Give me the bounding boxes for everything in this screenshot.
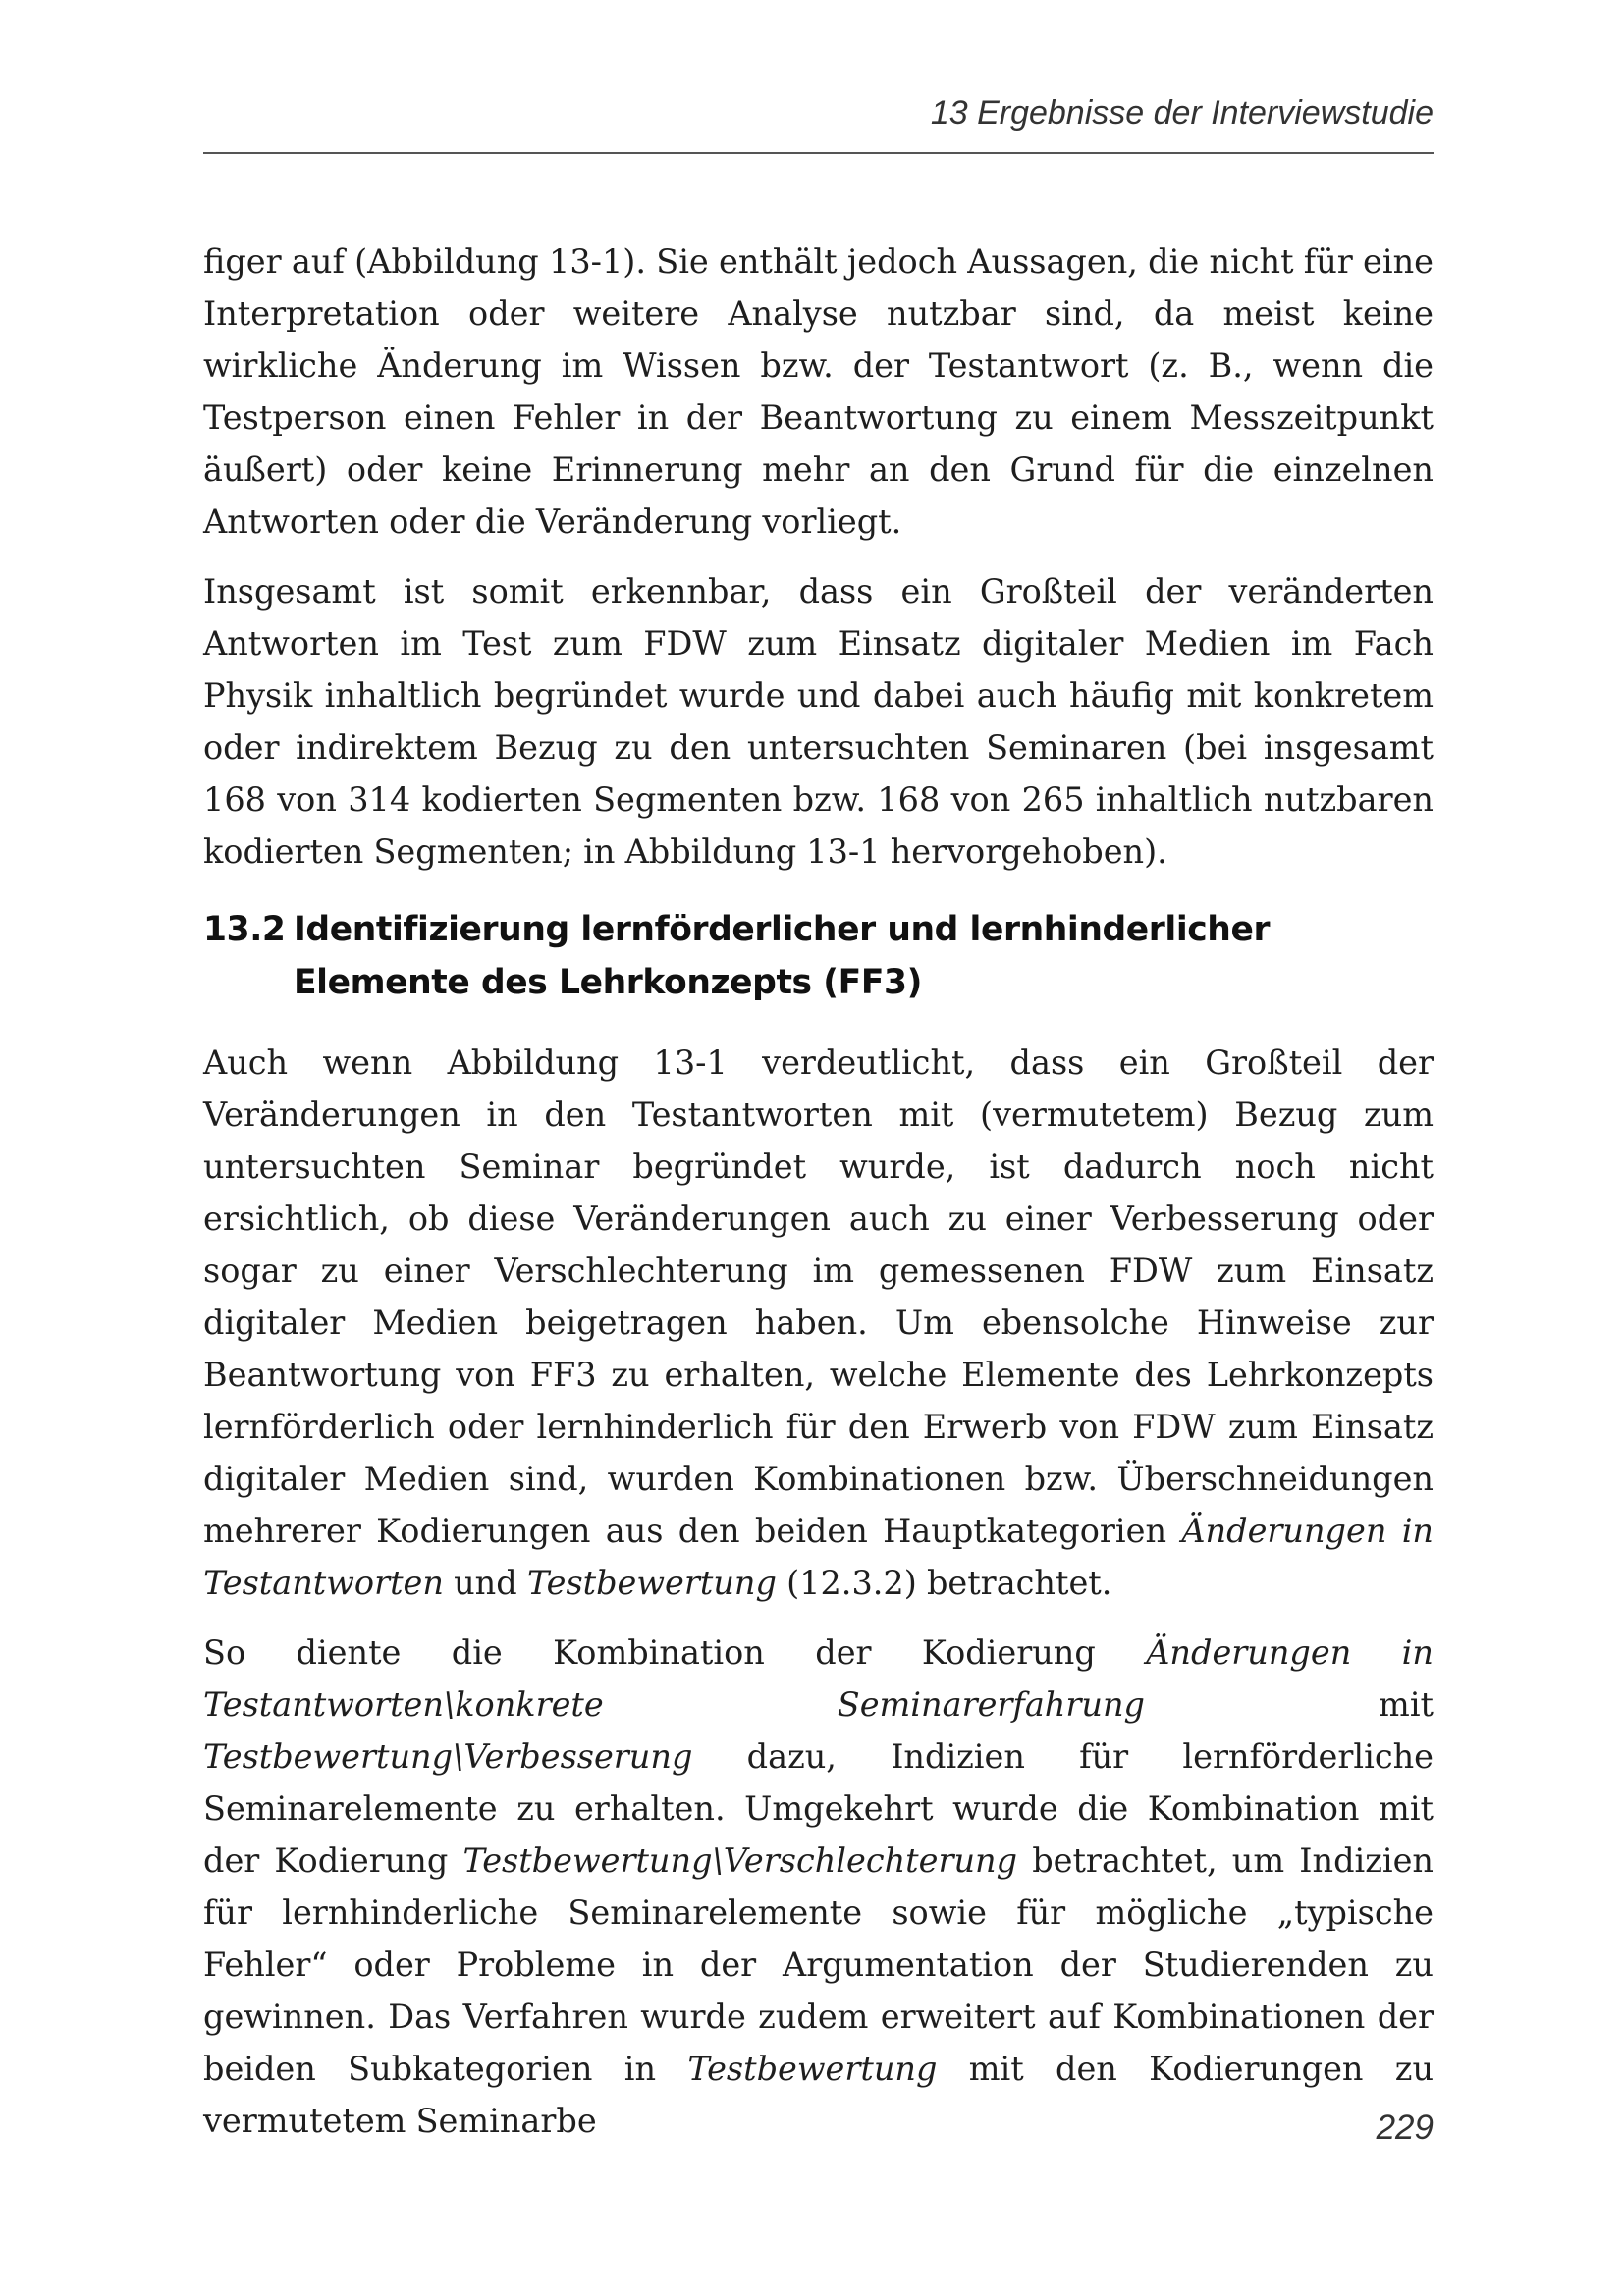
paragraph-4-text: mit bbox=[1379, 1685, 1434, 1724]
paragraph-2: Insgesamt ist somit erkennbar, dass ein Großteil der veränderten Antworten im Test zum FDW zum Einsatz digitaler Medien im Fach Physik inhaltlich begründet wurde und dabei auch häufig mit konkretem oder indirektem Bezug zu den untersuchten Seminaren (bei insgesamt 168 von 314 kodierten Segmenten bzw. 168 von 265 inhaltlich nutzbaren kodierten Segmenten; in Abbildung 13-1 hervorgehoben). bbox=[203, 572, 1434, 871]
paragraph-4 bbox=[203, 1627, 1434, 2147]
category-name: Testbewertung bbox=[526, 1564, 777, 1602]
paragraph-3 bbox=[203, 1037, 1434, 1609]
section-heading bbox=[203, 903, 1434, 1009]
paragraph-1: figer auf (Abbildung 13-1). Sie enthält jedoch Aussagen, die nicht für eine Interpretation oder weitere Analyse nutzbar sind, da meist keine wirkliche Änderung im Wissen bzw. der Testantwort (z. B., wenn die Testperson einen Fehler in der Beantwortung zu einem Messzeitpunkt äußert) oder keine Erinnerung mehr an den Grund für die einzelnen Antworten oder die Veränderung vorliegt. bbox=[203, 242, 1434, 541]
section-title: Identifizierung lernförderlicher und lernhinderlicher Elemente des Lehrkonzepts (FF3) bbox=[294, 910, 1271, 1002]
code-name: Änderungen in Testantworten\konkrete Seminarerfahrung bbox=[203, 1633, 1434, 1724]
section-number: 13.2 bbox=[203, 910, 286, 949]
paragraph-3-text: Auch wenn Abbildung 13-1 verdeutlicht, dass ein Großteil der Veränderungen in den Testantworten mit (vermutetem) Bezug zum untersuchten Seminar begründet wurde, ist dadurch noch nicht ersichtlich, ob diese Veränderungen auch zu einer Verbesserung oder sogar zu einer Verschlechterung im gemessenen FDW zum Einsatz digitaler Medien beigetragen haben. Um ebensolche Hinweise zur Beantwortung von FF3 zu erhalten, welche Elemente des Lehrkonzepts lernförderlich oder lernhinderlich für den Erwerb von FDW zum Einsatz digitaler Medien sind, wurden Kombinationen bzw. Überschneidungen mehrerer Kodierungen aus den beiden Hauptkategorien bbox=[203, 1043, 1434, 1550]
paragraph-4-text: dazu, Indizien für lernförderliche Seminarelemente zu erhalten. Umgekehrt wurde die Kombination mit der Kodierung bbox=[203, 1737, 1434, 1880]
header-rule bbox=[203, 152, 1434, 154]
running-header: 13 Ergebnisse der Interviewstudie bbox=[930, 94, 1434, 132]
body-text bbox=[203, 236, 1434, 2164]
paragraph-3-text: (12.3.2) betrachtet. bbox=[786, 1564, 1112, 1602]
category-name: Testbewertung bbox=[687, 2050, 938, 2088]
code-name: Testbewertung\Verschlechterung bbox=[462, 1842, 1018, 1880]
category-name: Änderungen in Testantworten bbox=[203, 1512, 1434, 1602]
paragraph-4-text: betrachtet, um Indizien für lernhinderliche Seminarelemente sowie für mögliche „typische Fehler“ oder Probleme in der Argumentation der Studierenden zu gewinnen. Das Verfahren wurde zudem erweitert auf Kombinationen der beiden Subkategorien in bbox=[203, 1842, 1434, 2088]
code-name: Testbewertung\Verbesserung bbox=[203, 1737, 693, 1776]
page-number: 229 bbox=[1376, 2109, 1434, 2147]
paragraph-3-text: und bbox=[454, 1564, 517, 1602]
paragraph-4-text: So diente die Kombination der Kodierung bbox=[203, 1633, 1096, 1672]
paragraph-4-text: mit den Kodierungen zu vermutetem Seminarbe bbox=[203, 2050, 1435, 2140]
